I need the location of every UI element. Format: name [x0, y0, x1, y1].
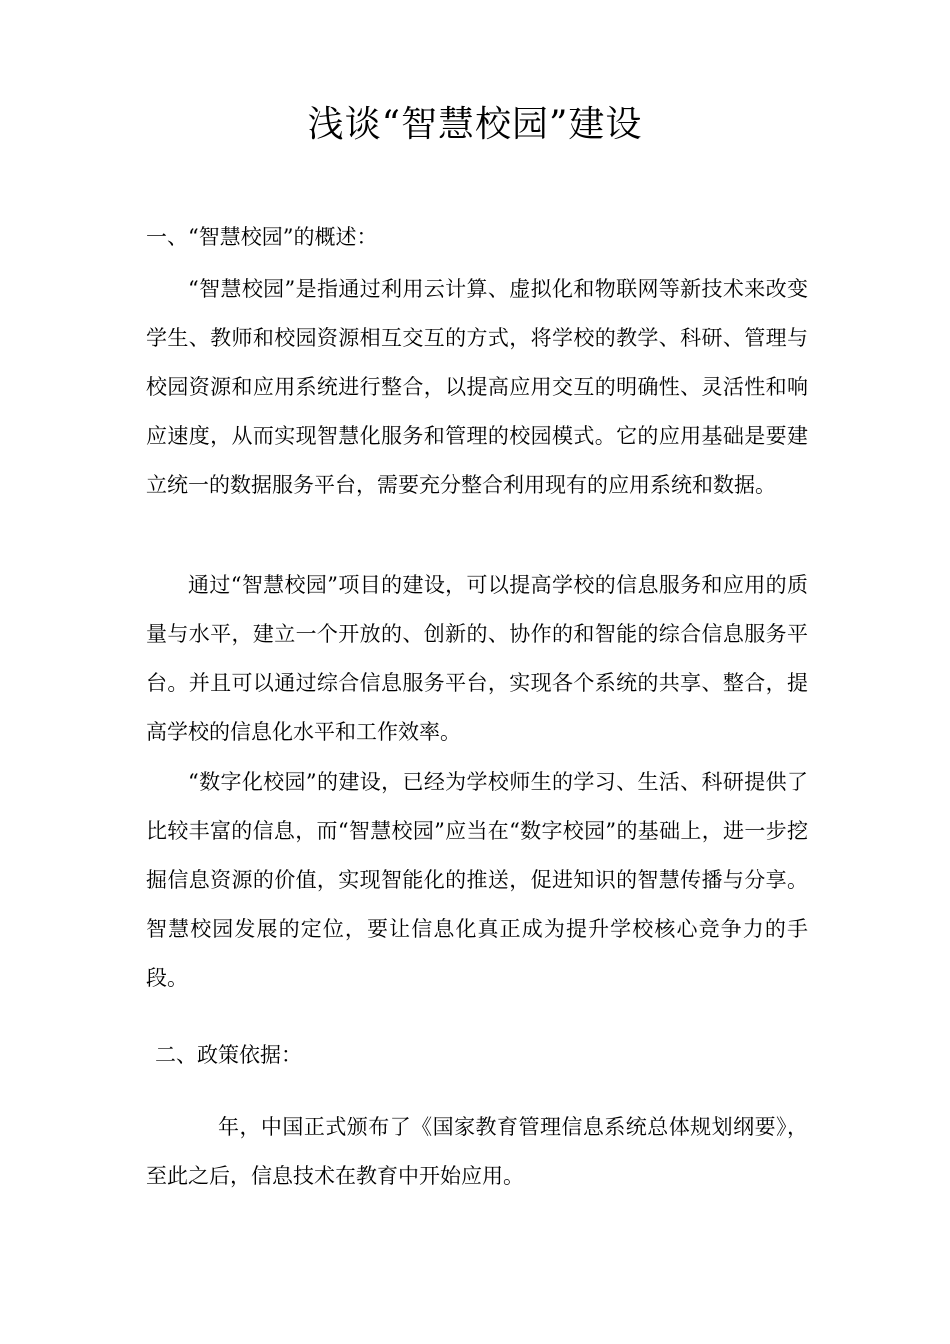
- section-heading-policy: 二、政策依据：: [155, 1043, 302, 1067]
- paragraph: “智慧校园”是指通过利用云计算、虚拟化和物联网等新技术来改变学生、教师和校园资源相互交互的方式，将学校的教学、科研、管理与校园资源和应用系统进行整合，以提高应用交互的明确性、灵活性和响应速度，从而实现智慧化服务和管理的校园模式。它的应用基础是要建立统一的数据服务平台，需要充分整合利用现有的应用系统和数据。: [146, 277, 808, 497]
- section-heading-overview: 一、“智慧校园”的概述：: [146, 225, 378, 249]
- document-title: 浅谈“智慧校园”建设: [307, 104, 643, 145]
- paragraph: 通过“智慧校园”项目的建设，可以提高学校的信息服务和应用的质量与水平，建立一个开放的、创新的、协作的和智能的综合信息服务平台。并且可以通过综合信息服务平台，实现各个系统的共享、整合，提高学校的信息化水平和工作效率。: [146, 573, 808, 744]
- paragraph: “数字化校园”的建设，已经为学校师生的学习、生活、科研提供了比较丰富的信息，而“智慧校园”应当在“数字校园”的基础上，进一步挖掘信息资源的价值，实现智能化的推送，促进知识的智慧传播与分享。智慧校园发展的定位，要让信息化真正成为提升学校核心竞争力的手段。: [146, 770, 808, 990]
- paragraph: 年，中国正式颁布了《国家教育管理信息系统总体规划纲要》，至此之后，信息技术在教育中开始应用。: [146, 1115, 808, 1188]
